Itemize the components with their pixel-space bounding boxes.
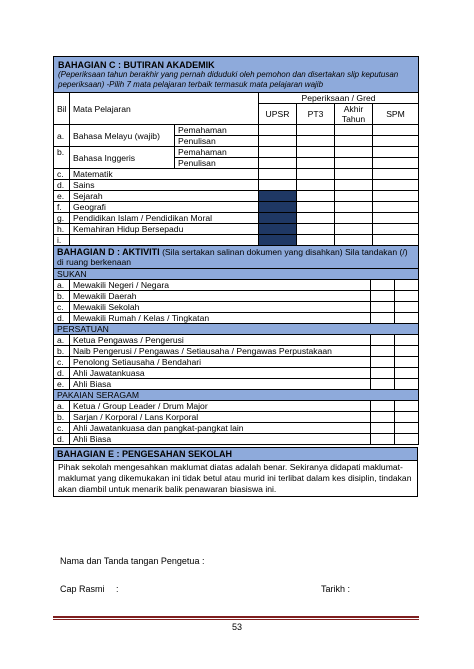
grade-cell[interactable]	[297, 125, 335, 136]
disabled-cell	[259, 235, 297, 246]
item-text: Mewakili Sekolah	[70, 302, 371, 313]
grade-cell[interactable]	[335, 136, 373, 147]
grade-cell[interactable]	[373, 147, 419, 158]
disabled-cell	[259, 191, 297, 202]
table-row	[54, 202, 419, 213]
grade-cell[interactable]	[297, 213, 335, 224]
section-c-header	[54, 57, 419, 93]
grade-cell[interactable]	[373, 235, 419, 246]
grade-cell[interactable]	[259, 125, 297, 136]
item-bil: a.	[54, 280, 70, 291]
section-e-table	[53, 447, 418, 497]
grade-cell[interactable]	[335, 235, 373, 246]
col-exam-group: Peperiksaan / Gred	[259, 93, 419, 104]
grade-cell[interactable]	[373, 224, 419, 235]
disabled-cell	[259, 202, 297, 213]
group-pakaian-seragam-header: PAKAIAN SERAGAM	[54, 390, 419, 401]
group-persatuan-header: PERSATUAN	[54, 324, 419, 335]
page-number: 53	[231, 622, 242, 632]
grade-cell[interactable]	[335, 180, 373, 191]
section-c-title: BAHAGIAN C : BUTIRAN AKADEMIK	[58, 59, 215, 70]
grade-cell[interactable]	[373, 169, 419, 180]
section-c-table	[53, 56, 419, 246]
checkbox[interactable]	[371, 302, 395, 313]
section-d-header	[54, 246, 419, 269]
item-text: Naib Pengerusi / Pengawas / Setiausaha / Pengawas Perpustakaan	[70, 346, 371, 357]
table-row	[54, 125, 419, 136]
list-item	[54, 280, 419, 291]
item-bil: d.	[54, 313, 70, 324]
item-bil: a.	[54, 401, 70, 412]
item-bil: a.	[54, 335, 70, 346]
row-bil: i.	[54, 235, 70, 246]
item-bil: b.	[54, 346, 70, 357]
grade-cell[interactable]	[373, 158, 419, 169]
table-row	[54, 213, 419, 224]
grade-cell[interactable]	[373, 180, 419, 191]
list-item	[54, 412, 419, 423]
row-bil: b.	[54, 147, 70, 169]
checkbox[interactable]	[371, 357, 395, 368]
footer-rule	[53, 616, 419, 618]
row-part: Pemahaman	[175, 147, 259, 158]
grade-cell[interactable]	[373, 202, 419, 213]
item-text: Ahli Jawatankuasa dan pangkat-pangkat lain	[70, 423, 371, 434]
row-bil: e.	[54, 191, 70, 202]
grade-cell[interactable]	[373, 125, 419, 136]
row-bil: h.	[54, 224, 70, 235]
form-tables	[53, 56, 418, 497]
row-bil: c.	[54, 169, 70, 180]
list-item	[54, 401, 419, 412]
section-e-title: BAHAGIAN E : PENGESAHAN SEKOLAH	[57, 449, 233, 459]
row-part: Pemahaman	[175, 125, 259, 136]
checkbox[interactable]	[371, 434, 395, 445]
col-upsr: UPSR	[259, 104, 297, 125]
grade-cell[interactable]	[297, 235, 335, 246]
item-text: Sarjan / Korporal / Lans Korporal	[70, 412, 371, 423]
stamp-colon: :	[116, 584, 119, 594]
grade-cell[interactable]	[259, 169, 297, 180]
checkbox[interactable]	[371, 379, 395, 390]
section-d-table	[53, 245, 419, 445]
grade-cell[interactable]	[297, 169, 335, 180]
grade-cell[interactable]	[335, 191, 373, 202]
section-e-text: Pihak sekolah mengesahkan maklumat diatas adalah benar. Sekiranya didapati maklumat-maklumat yang dikemukakan ini tidak betul atau murid ini terlibat dalam kes disiplin, tindakan akan diambil untuk menarik balik penawaran biasiswa ini.	[54, 461, 418, 497]
stamp-label: Cap Rasmi	[60, 584, 105, 594]
row-subject[interactable]	[70, 235, 259, 246]
item-bil: d.	[54, 368, 70, 379]
row-subject: Matematik	[70, 169, 259, 180]
grade-cell[interactable]	[259, 136, 297, 147]
item-text: Penolong Setiausaha / Bendahari	[70, 357, 371, 368]
list-item	[54, 434, 419, 445]
principal-name-label: Nama dan Tanda tangan Pengetua :	[60, 556, 205, 566]
checkbox[interactable]	[371, 280, 395, 291]
grade-cell[interactable]	[297, 202, 335, 213]
checkbox[interactable]	[371, 423, 395, 434]
section-d-title: BAHAGIAN D : AKTIVITI	[57, 247, 160, 257]
item-bil: c.	[54, 302, 70, 313]
grade-cell[interactable]	[335, 125, 373, 136]
item-bil: c.	[54, 357, 70, 368]
row-bil: a.	[54, 125, 70, 147]
grade-cell[interactable]	[297, 147, 335, 158]
item-bil: b.	[54, 291, 70, 302]
col-bil: Bil	[54, 93, 70, 125]
row-subject: Bahasa Melayu (wajib)	[70, 125, 175, 147]
table-row	[54, 169, 419, 180]
grade-cell[interactable]	[259, 147, 297, 158]
item-text: Mewakili Daerah	[70, 291, 371, 302]
table-row	[54, 235, 419, 246]
list-item	[54, 423, 419, 434]
list-item	[54, 357, 419, 368]
section-d-note: (Sila sertakan salinan dokumen yang disahkan) Sila tandakan (/) di ruang berkenaan	[57, 247, 408, 267]
grade-cell[interactable]	[297, 191, 335, 202]
grade-cell[interactable]	[335, 147, 373, 158]
item-text: Mewakili Negeri / Negara	[70, 280, 371, 291]
checkbox[interactable]	[371, 368, 395, 379]
row-bil: g.	[54, 213, 70, 224]
item-text: Ketua Pengawas / Pengerusi	[70, 335, 371, 346]
col-akhir-tahun: Akhir Tahun	[335, 104, 373, 125]
grade-cell[interactable]	[335, 213, 373, 224]
checkbox[interactable]	[371, 401, 395, 412]
list-item	[54, 291, 419, 302]
list-item	[54, 368, 419, 379]
row-subject: Sejarah	[70, 191, 259, 202]
grade-cell[interactable]	[373, 191, 419, 202]
col-pt3: PT3	[297, 104, 335, 125]
table-row	[54, 224, 419, 235]
row-subject: Kemahiran Hidup Bersepadu	[70, 224, 259, 235]
col-subject: Mata Pelajaran	[70, 93, 259, 125]
list-item	[54, 346, 419, 357]
grade-cell[interactable]	[259, 180, 297, 191]
list-item	[54, 379, 419, 390]
row-part: Penulisan	[175, 136, 259, 147]
disabled-cell	[259, 213, 297, 224]
checkbox[interactable]	[371, 412, 395, 423]
section-c-note: (Peperiksaan tahun berakhir yang pernah diduduki oleh pemohon dan disertakan slip keputusan peperiksaan) -Pilih 7 mata pelajaran terbaik termasuk mata pelajaran wajib	[58, 69, 399, 89]
row-part: Penulisan	[175, 158, 259, 169]
table-row	[54, 147, 419, 158]
checkbox[interactable]	[371, 313, 395, 324]
grade-cell[interactable]	[373, 136, 419, 147]
item-text: Mewakili Rumah / Kelas / Tingkatan	[70, 313, 371, 324]
grade-cell[interactable]	[335, 224, 373, 235]
table-row	[54, 191, 419, 202]
grade-cell[interactable]	[259, 158, 297, 169]
group-sukan-header: SUKAN	[54, 269, 419, 280]
grade-cell[interactable]	[335, 158, 373, 169]
row-subject: Bahasa Inggeris	[70, 147, 175, 169]
item-text: Ketua / Group Leader / Drum Major	[70, 401, 371, 412]
item-text: Ahli Jawatankuasa	[70, 368, 371, 379]
list-item	[54, 335, 419, 346]
item-text: Ahli Biasa	[70, 379, 371, 390]
table-row	[54, 180, 419, 191]
grade-cell[interactable]	[297, 224, 335, 235]
section-e-header	[54, 448, 418, 461]
row-bil: f.	[54, 202, 70, 213]
item-bil: c.	[54, 423, 70, 434]
checkbox[interactable]	[371, 346, 395, 357]
checkbox[interactable]	[371, 335, 395, 346]
footer-rule-thin	[53, 619, 419, 620]
item-text: Ahli Biasa	[70, 434, 371, 445]
disabled-cell	[259, 224, 297, 235]
row-subject: Pendidikan Islam / Pendidikan Moral	[70, 213, 259, 224]
grade-cell[interactable]	[335, 202, 373, 213]
grade-cell[interactable]	[297, 136, 335, 147]
item-bil: d.	[54, 434, 70, 445]
row-subject: Sains	[70, 180, 259, 191]
item-bil: b.	[54, 412, 70, 423]
list-item	[54, 302, 419, 313]
row-bil: d.	[54, 180, 70, 191]
grade-cell[interactable]	[335, 169, 373, 180]
checkbox[interactable]	[371, 291, 395, 302]
grade-cell[interactable]	[297, 180, 335, 191]
date-label: Tarikh :	[321, 584, 351, 594]
grade-cell[interactable]	[373, 213, 419, 224]
list-item	[54, 313, 419, 324]
col-spm: SPM	[373, 104, 419, 125]
grade-cell[interactable]	[297, 158, 335, 169]
item-bil: e.	[54, 379, 70, 390]
row-subject: Geografi	[70, 202, 259, 213]
